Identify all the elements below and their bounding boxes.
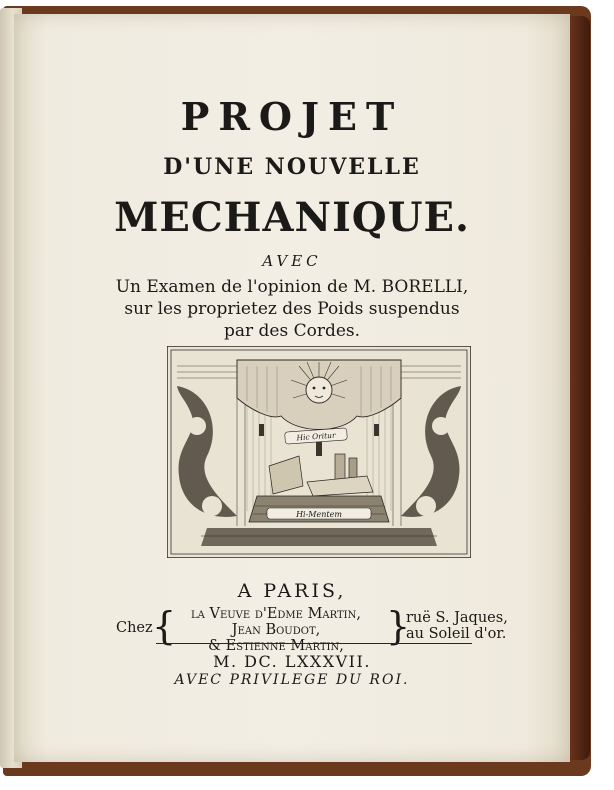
imprint-city: A PARIS,: [237, 580, 347, 602]
title-line-nouvelle: D'UNE NOUVELLE: [163, 154, 421, 180]
address-line: au Soleil d'or.: [406, 626, 507, 642]
address-line: ruë S. Jaques,: [406, 610, 508, 626]
avec-label: AVEC: [262, 252, 322, 270]
subtitle-line-3: par des Cordes.: [223, 321, 361, 341]
divider-rule: [156, 643, 472, 644]
engraving-vignette: [167, 346, 471, 558]
title-line-mechanique: MECHANIQUE.: [114, 194, 470, 241]
engraving-label-bottom: Hi-Mentem: [296, 510, 342, 519]
printers-block: [14, 606, 570, 656]
subtitle-line-2: sur les proprietez des Poids suspendus: [124, 299, 460, 319]
publication-date: M. DC. LXXXVII.: [213, 652, 371, 671]
printer-name: Jean Boudot,: [231, 622, 321, 638]
subtitle-line-1: Un Examen de l'opinion de M. BORELLI,: [115, 277, 469, 297]
right-brace: }: [386, 604, 411, 648]
left-brace: {: [152, 604, 177, 648]
printer-names: [166, 606, 386, 654]
royal-privilege: AVEC PRIVILEGE DU ROI.: [174, 672, 410, 688]
chez-label: Chez: [116, 620, 153, 636]
printer-name: la Veuve d'Edme Martin,: [191, 606, 361, 622]
printer-name: & Estienne Martin,: [208, 638, 344, 654]
title-page: [14, 14, 570, 762]
printer-address: [406, 610, 526, 642]
engraving-label-top: Hic Oritur: [296, 430, 336, 443]
title-line-projet: PROJET: [180, 94, 404, 139]
